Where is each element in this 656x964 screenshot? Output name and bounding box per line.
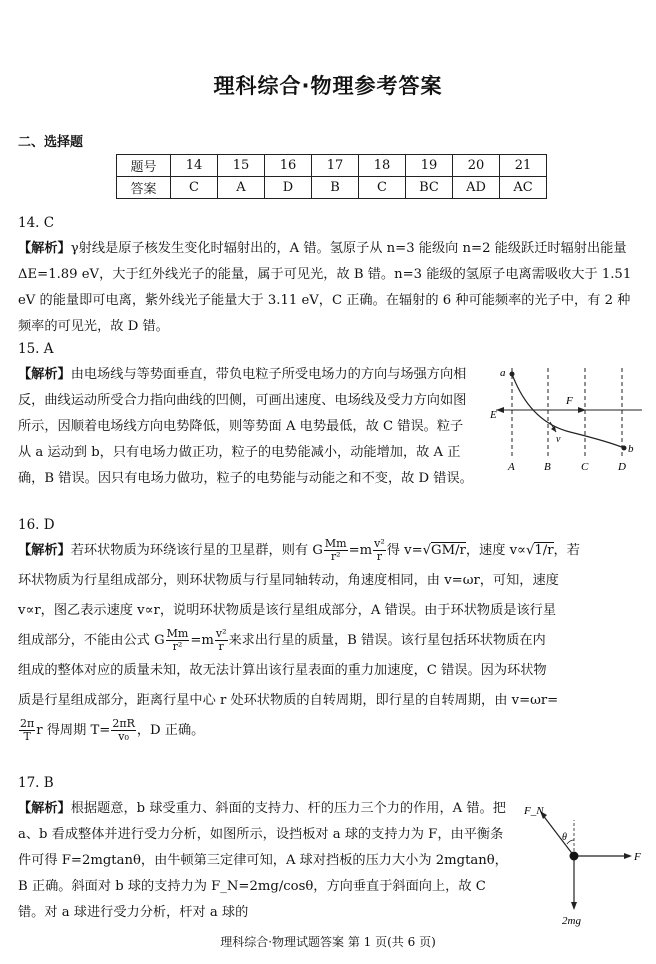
question-16	[18, 514, 640, 746]
numerator: v²	[215, 627, 227, 640]
table-cell: BC	[406, 177, 453, 199]
question-number: 15. A	[18, 341, 54, 357]
denominator: r	[376, 550, 383, 563]
text: ，D 正确。	[136, 723, 205, 738]
analysis-paragraph	[18, 236, 640, 340]
label-FN: F_N	[524, 805, 544, 817]
denominator: r	[218, 640, 224, 653]
table-header-cell: 题号	[117, 155, 171, 177]
numerator: 2πR	[112, 717, 135, 730]
analysis-tag: 【解析】	[18, 801, 71, 816]
table-cell: AC	[500, 177, 547, 199]
text: 来求出行星的质量，B 错误。该行星包括环状物质在内	[228, 633, 546, 648]
analysis-paragraph	[18, 362, 476, 492]
label-F: F	[566, 395, 573, 407]
label-theta: θ	[562, 832, 567, 843]
table-cell: 15	[218, 155, 265, 177]
numerator: Mm	[166, 627, 189, 640]
analysis-paragraph	[18, 796, 508, 926]
answer-table	[116, 154, 547, 199]
table-cell: D	[265, 177, 312, 199]
label-mg: 2mg	[562, 915, 581, 927]
fraction	[373, 538, 386, 563]
label-v: v	[556, 434, 561, 445]
analysis-line	[18, 716, 640, 746]
text: 若环状物质为环绕该行星的卫星群，则有 G	[70, 543, 323, 558]
table-cell: C	[171, 177, 218, 199]
table-cell: 19	[406, 155, 453, 177]
label-C: C	[581, 461, 589, 473]
sqrt-content: GM/r	[431, 543, 466, 558]
analysis-tag: 【解析】	[18, 543, 71, 558]
page-footer: 理科综合·物理试题答案 第 1 页(共 6 页)	[220, 935, 436, 949]
question-number: 14. C	[18, 215, 55, 231]
numerator: v²	[374, 537, 385, 550]
text: =m	[190, 633, 214, 648]
table-header-cell: 答案	[117, 177, 171, 199]
electric-field-diagram	[490, 362, 650, 474]
analysis-line: 质是行星组成部分，距离行星中心 r 处环状物质的自转周期，即行星的自转周期，由 v=ωr=	[18, 693, 559, 708]
denominator: v₀	[118, 730, 129, 743]
text: 组成部分，不能由公式 G	[18, 633, 165, 648]
table-cell: 14	[171, 155, 218, 177]
denominator: T	[23, 730, 31, 743]
force-diagram	[520, 800, 646, 928]
fraction	[111, 718, 136, 743]
table-cell: 20	[453, 155, 500, 177]
text: =m	[348, 543, 373, 558]
analysis-line: 组成的整体对应的质量未知，故无法计算出该行星表面的重力加速度，C 错误。因为环状物	[18, 663, 547, 678]
label-E: E	[490, 409, 497, 421]
fraction	[215, 628, 228, 653]
label-D: D	[618, 461, 626, 473]
question-14	[18, 210, 640, 340]
text: r 得周期 T=	[36, 723, 111, 738]
table-cell: AD	[453, 177, 500, 199]
analysis-line	[18, 626, 640, 656]
numerator: 2π	[20, 717, 35, 730]
analysis-line: 环状物质为行星组成部分，则环状物质与行星同轴转动，角速度相同，由 v=ωr，可知，速度	[18, 573, 559, 588]
label-a: a	[500, 367, 506, 379]
fraction	[19, 718, 35, 743]
analysis-text: 由电场线与等势面垂直，带负电粒子所受电场力的方向与场强方向相反，曲线运动所受合力指向曲线的凹侧，可画出速度、电场线及受力方向如图所示，因顺着电场线方向电势降低，则等势面 A 电势最低，故 C 错误。粒子从 a 运动到 b，只有电场力做正功，粒子的电势能减小，动能增加，故 A 正确，B 错误。因只有电场力做功，粒子的电势能与动能之和不变，故 D 错误。	[18, 367, 473, 486]
analysis-text: 根据题意，b 球受重力、斜面的支持力、杆的压力三个力的作用，A 错。把 a、b 看成整体并进行受力分析，如图所示，设挡板对 a 球的支持力为 F，由平衡条件可得 F=2mgtanθ，由牛顿第三定律可知，A 球对挡板的压力大小为 2mgtanθ，B 正确。斜面对 b 球的支持力为 F_N=2mg/cosθ，方向垂直于斜面向上，故 C 错。对 a 球进行受力分析，杆对 a 球的	[18, 801, 508, 920]
table-cell: A	[218, 177, 265, 199]
table-cell: C	[359, 177, 406, 199]
label-b: b	[628, 443, 634, 455]
text: ，速度 v∝	[465, 543, 526, 558]
fraction	[166, 628, 190, 653]
numerator: Mm	[324, 537, 347, 550]
fraction	[324, 538, 348, 563]
label-F: F	[634, 851, 641, 863]
page-title: 理科综合·物理参考答案	[213, 74, 443, 98]
table-cell: 21	[500, 155, 547, 177]
question-number: 17. B	[18, 775, 54, 791]
text: ，若	[553, 543, 580, 558]
sqrt-content: 1/r	[534, 543, 554, 558]
analysis-text: γ射线是原子核发生变化时辐射出的，A 错。氢原子从 n=3 能级向 n=2 能级跃迁时辐射出能量 ΔE=1.89 eV，大于红外线光子的能量，属于可见光，故 B 错。n=3 能级的氢原子电离需吸收大于 1.51 eV 的能量即可电离，紫外线光子能量大于 3.11 eV，C 正确。在辐射的 6 种可能频率的光子中，有 2 种频率的可见光，故 D 错。	[18, 241, 632, 334]
analysis-line: v∝r，图乙表示速度 v∝r，说明环状物质是该行星组成部分，A 错误。由于环状物质是该行星	[18, 603, 557, 618]
denominator: r²	[330, 550, 341, 563]
table-row-numbers	[117, 155, 547, 177]
analysis-tag: 【解析】	[18, 241, 71, 256]
analysis-tag: 【解析】	[18, 367, 71, 382]
table-cell: 17	[312, 155, 359, 177]
table-cell: B	[312, 177, 359, 199]
analysis-line: 【解析】若环状物质为环绕该行星的卫星群，则有 G $\frac{Mm}{\text{r²}}$ =m $\frac{\text{v²}}{r}$ 得 v=√GM/r，速度 v∝√1/r，若	[18, 537, 580, 563]
label-B: B	[544, 461, 551, 473]
text: 得 v=	[386, 543, 423, 558]
table-row-answers	[117, 177, 547, 199]
table-cell: 18	[359, 155, 406, 177]
section-heading: 二、选择题	[18, 135, 84, 150]
question-number: 16. D	[18, 517, 55, 533]
label-A: A	[508, 461, 515, 473]
denominator: r²	[172, 640, 183, 653]
table-cell: 16	[265, 155, 312, 177]
